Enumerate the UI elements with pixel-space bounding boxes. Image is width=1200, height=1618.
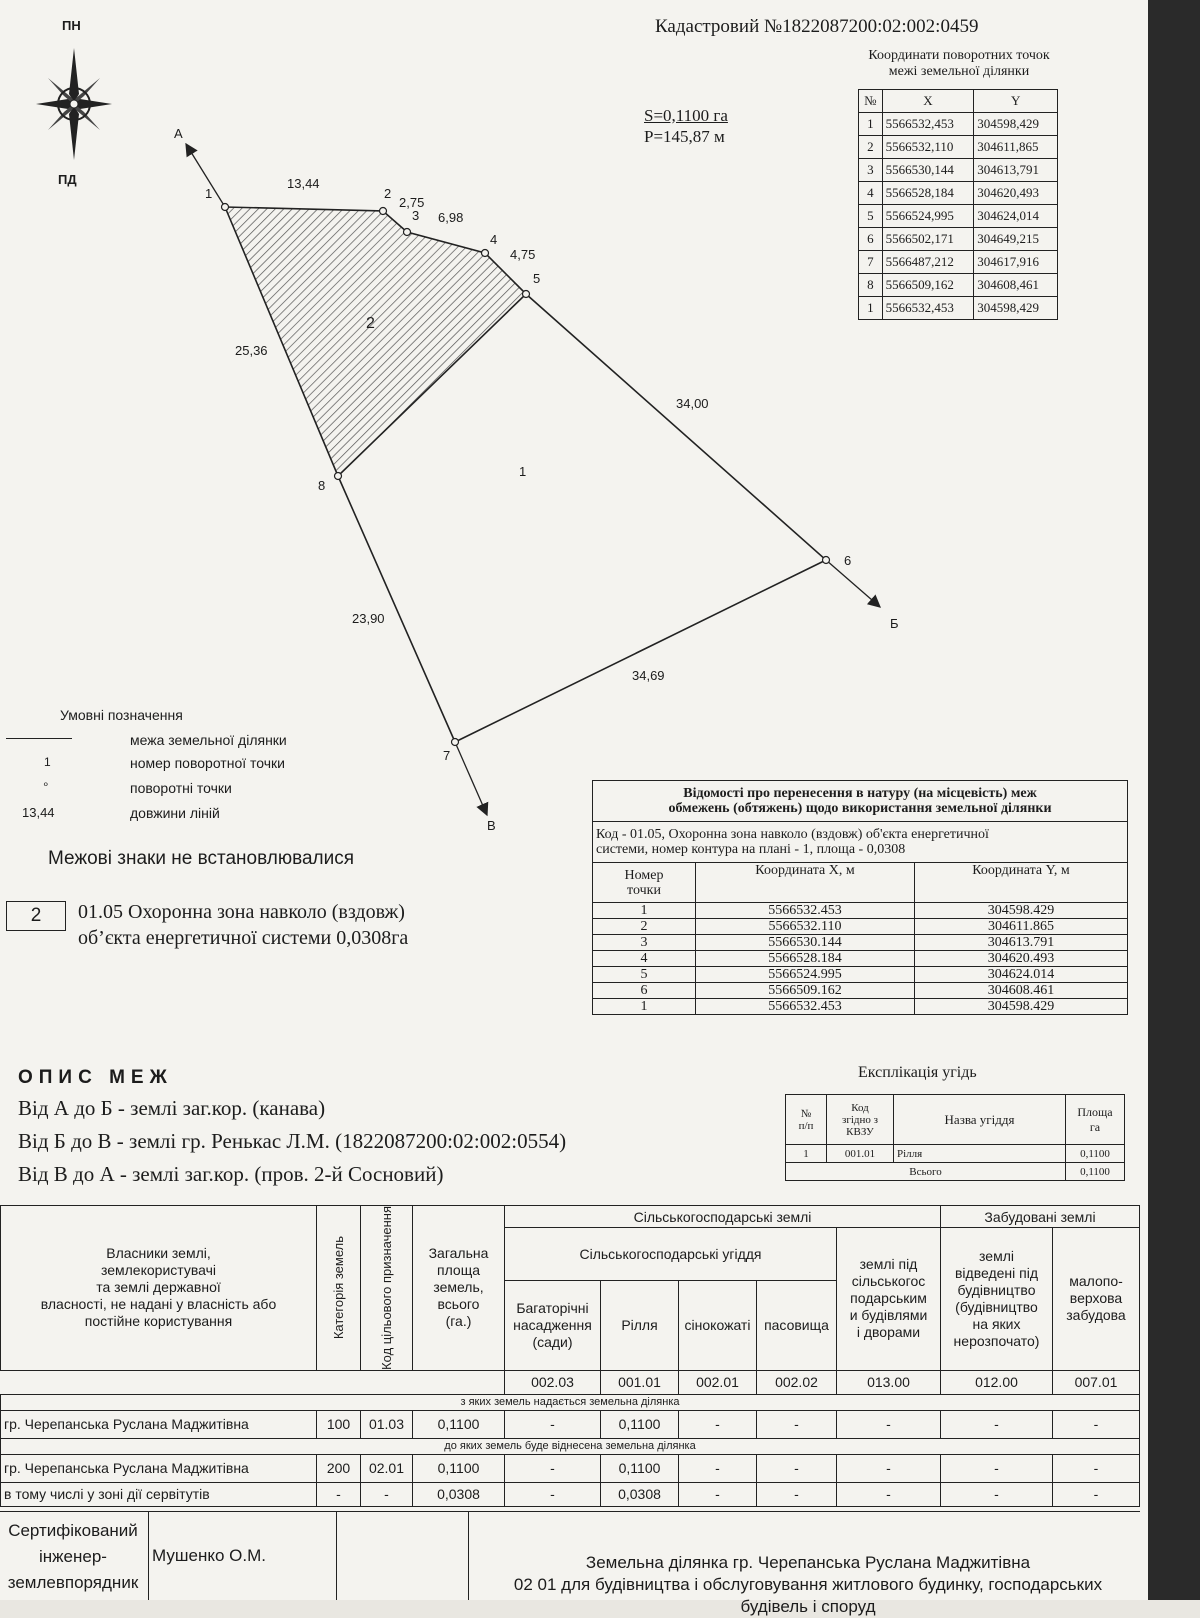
cell-farm-buildings: - — [837, 1454, 941, 1482]
header-perennial-line2: насадження — [513, 1316, 592, 1333]
cell-pastures: - — [757, 1482, 837, 1506]
coord-cell-y: 304649,215 — [974, 228, 1058, 251]
legend-symbol-number: 1 — [44, 755, 51, 769]
land-code-cell: 002.02 — [757, 1370, 837, 1394]
cell-pastures: - — [757, 1454, 837, 1482]
zone-description-line1: 01.05 Охоронна зона навколо (вздовж) — [78, 901, 405, 923]
encumbrance-cell-point: 4 — [593, 951, 696, 967]
length-8-1: 25,36 — [235, 343, 268, 358]
land-code-cell: 002.01 — [679, 1370, 757, 1394]
explication-header-num — [786, 1095, 827, 1145]
explication-row-name: Рілля — [894, 1145, 1066, 1163]
header-farm-line1: землі під — [859, 1256, 918, 1273]
engineer-role-line2: інженер- — [39, 1547, 107, 1566]
footer-title-line2: 02 01 для будівництва і обслуговування житлового будинку, господарських — [513, 1575, 1103, 1594]
header-allotted-line3: будівництво — [957, 1281, 1036, 1298]
legend-symbol-length: 13,44 — [22, 805, 55, 820]
coord-cell-x: 5566502,171 — [882, 228, 974, 251]
perimeter-value: P=145,87 м — [644, 127, 725, 146]
point-label-8: 8 — [318, 478, 326, 493]
header-total-line5: (га.) — [445, 1313, 472, 1330]
encumbrance-header-point-line2: точки — [627, 882, 661, 898]
coord-header-num: № — [859, 90, 883, 113]
encumbrance-cell-y: 304624.014 — [915, 967, 1128, 983]
cell-category: 100 — [317, 1410, 361, 1438]
cell-farm-buildings: - — [837, 1482, 941, 1506]
coord-cell-x: 5566532,453 — [882, 113, 974, 136]
header-total-area — [413, 1206, 505, 1371]
coord-cell-x: 5566487,212 — [882, 251, 974, 274]
coord-cell-num: 7 — [859, 251, 883, 274]
header-arable: Рілля — [601, 1280, 679, 1370]
engineer-role — [0, 1518, 146, 1596]
encumbrance-header-y: Координата Y, м — [915, 863, 1128, 903]
land-code-cell: 002.03 — [505, 1370, 601, 1394]
point-label-7: 7 — [443, 748, 451, 763]
header-low-rise — [1053, 1228, 1140, 1371]
encumbrance-row — [593, 983, 1128, 999]
footer-divider-1 — [148, 1511, 149, 1600]
codes-row-spacer — [1, 1370, 505, 1394]
header-total-line2: площа — [437, 1262, 480, 1279]
point-label-2: 2 — [384, 186, 392, 201]
encumbrance-title-line1: Відомості про перенесення в натуру (на місцевість) меж — [683, 786, 1037, 801]
cell-owner: в тому числі у зоні дії сервітутів — [1, 1482, 317, 1506]
explication-header-area-line2: га — [1089, 1119, 1101, 1134]
vertex-2 — [380, 208, 387, 215]
coord-cell-y: 304598,429 — [974, 297, 1058, 320]
encumbrance-row — [593, 951, 1128, 967]
coord-cell-x: 5566532,453 — [882, 297, 974, 320]
encumbrance-cell-y: 304620.493 — [915, 951, 1128, 967]
header-farm-buildings — [837, 1228, 941, 1371]
encumbrance-code-line2: системи, номер контура на плані - 1, площа - 0,0308 — [596, 842, 906, 857]
encumbrance-cell-point: 5 — [593, 967, 696, 983]
header-total-line1: Загальна — [428, 1245, 489, 1262]
encumbrance-cell-x: 5566532.110 — [696, 919, 915, 935]
boundary-description-line-v-a: Від В до А - землі заг.кор. (пров. 2-й Сосновий) — [18, 1162, 444, 1186]
boundary-signs-note: Межові знаки не встановлювалися — [48, 848, 355, 869]
coord-cell-num: 8 — [859, 274, 883, 297]
cell-category: - — [317, 1482, 361, 1506]
encumbrance-cell-y: 304611.865 — [915, 919, 1128, 935]
legend-item-number: номер поворотної точки — [130, 755, 285, 771]
coord-header-x: X — [882, 90, 974, 113]
cell-perennial: - — [505, 1410, 601, 1438]
encumbrance-cell-y: 304608.461 — [915, 983, 1128, 999]
cell-total-area: 0,0308 — [413, 1482, 505, 1506]
explication-title: Експлікація угідь — [858, 1064, 977, 1081]
header-allotted-line5: на яких — [972, 1315, 1021, 1332]
land-code-cell: 001.01 — [601, 1370, 679, 1394]
coord-cell-x: 5566509,162 — [882, 274, 974, 297]
coord-cell-num: 4 — [859, 182, 883, 205]
cell-low-rise: - — [1053, 1454, 1140, 1482]
length-2-3: 2,75 — [399, 195, 425, 210]
header-total-line3: земель, — [433, 1279, 484, 1296]
cell-hayfields: - — [679, 1410, 757, 1438]
encumbrance-cell-x: 5566524.995 — [696, 967, 915, 983]
cell-purpose-code: 02.01 — [361, 1454, 413, 1482]
footer-divider-3 — [468, 1511, 469, 1600]
cell-perennial: - — [505, 1482, 601, 1506]
footer-title — [478, 1552, 1138, 1618]
engineer-role-line1: Сертифікований — [8, 1521, 138, 1540]
boundary-description-title: ОПИС МЕЖ — [18, 1067, 173, 1088]
encumbrance-cell-point: 3 — [593, 935, 696, 951]
zone-number-box: 2 — [6, 901, 66, 931]
encumbrance-cell-x: 5566532.453 — [696, 999, 915, 1015]
header-owners-line4: власності, не надані у власність або — [40, 1296, 277, 1313]
boundary-description — [18, 1092, 566, 1191]
explication-header-num-line2: п/п — [798, 1119, 814, 1132]
point-label-3: 3 — [412, 208, 420, 223]
boundary-description-line-a-b: Від А до Б - землі заг.кор. (канава) — [18, 1096, 326, 1120]
vertex-3 — [404, 229, 411, 236]
cell-pastures: - — [757, 1410, 837, 1438]
length-3-4: 6,98 — [438, 210, 464, 225]
engineer-role-line3: землевпорядник — [7, 1573, 139, 1592]
cadastral-number: Кадастровий №1822087200:02:002:0459 — [655, 16, 979, 37]
header-lowrise-line3: забудова — [1066, 1307, 1126, 1324]
land-codes-row — [1, 1370, 1140, 1394]
coord-cell-x: 5566530,144 — [882, 159, 974, 182]
encumbrance-cell-point: 1 — [593, 999, 696, 1015]
explication-total-value: 0,1100 — [1066, 1163, 1125, 1181]
land-code-cell: 013.00 — [837, 1370, 941, 1394]
explication-header-code-line2: згідно з — [842, 1113, 878, 1126]
legend-item-boundary: межа земельної ділянки — [130, 732, 287, 748]
encumbrance-cell-point: 2 — [593, 919, 696, 935]
engineer-name: Мушенко О.М. — [152, 1546, 266, 1565]
cell-hayfields: - — [679, 1454, 757, 1482]
land-code-cell: 007.01 — [1053, 1370, 1140, 1394]
arrow-to-v — [455, 742, 487, 815]
zone-description — [78, 899, 408, 951]
point-label-1: 1 — [205, 186, 213, 201]
vertex-6 — [823, 557, 830, 564]
cell-purpose-code: 01.03 — [361, 1410, 413, 1438]
coord-cell-num: 3 — [859, 159, 883, 182]
header-agricultural-land: Сільськогосподарські землі — [505, 1206, 941, 1228]
explication-total-label: Всього — [786, 1163, 1066, 1181]
arrow-to-b — [826, 560, 880, 607]
legend-symbol-point: ∘ — [42, 777, 50, 791]
cell-arable: 0,1100 — [601, 1410, 679, 1438]
point-label-5: 5 — [533, 271, 541, 286]
cell-allotted: - — [941, 1482, 1053, 1506]
separator-source-land: з яких земель надається земельна ділянка — [1, 1394, 1140, 1410]
cell-perennial: - — [505, 1454, 601, 1482]
encumbrance-row — [593, 967, 1128, 983]
explication-header-area-line1: Площа — [1077, 1104, 1113, 1119]
coord-cell-y: 304617,916 — [974, 251, 1058, 274]
direction-letter-a: А — [174, 126, 183, 141]
encumbrance-transfer-table — [592, 780, 1128, 1015]
header-purpose-code-text: Код цільового призначення — [379, 1206, 394, 1370]
land-code-cell: 012.00 — [941, 1370, 1053, 1394]
encumbrance-title-line2: обмежень (обтяжень) щодо використання земельної ділянки — [668, 801, 1052, 816]
encumbrance-code-line1: Код - 01.05, Охоронна зона навколо (вздовж) об'єкта енергетичної — [596, 827, 989, 842]
legend-item-length: довжини ліній — [130, 805, 220, 821]
vertex-5 — [523, 291, 530, 298]
header-perennial — [505, 1280, 601, 1370]
zone-description-line2: об’єкта енергетичної системи 0,0308га — [78, 927, 409, 949]
land-balance-row — [1, 1482, 1140, 1506]
encumbrance-cell-point: 1 — [593, 903, 696, 919]
land-balance-row — [1, 1454, 1140, 1482]
header-farm-line5: і дворами — [856, 1324, 921, 1341]
point-label-6: 6 — [844, 553, 852, 568]
cell-owner: гр. Черепанська Руслана Маджитівна — [1, 1454, 317, 1482]
encumbrance-cell-x: 5566532.453 — [696, 903, 915, 919]
header-lowrise-line1: малопо- — [1069, 1273, 1123, 1290]
coordinates-title-line1: Координати поворотних точок — [868, 48, 1050, 63]
explication-row-num: 1 — [786, 1145, 827, 1163]
encumbrance-cell-y: 304598.429 — [915, 903, 1128, 919]
length-5-6: 34,00 — [676, 396, 709, 411]
encumbrance-table-title — [593, 781, 1128, 822]
header-allotted-line4: (будівництво — [955, 1298, 1038, 1315]
header-owners-line3: та землі державної — [96, 1279, 221, 1296]
explication-row-code: 001.01 — [827, 1145, 894, 1163]
header-allotted-line6: нерозпочато) — [953, 1332, 1040, 1349]
encumbrance-cell-y: 304598.429 — [915, 999, 1128, 1015]
cell-low-rise: - — [1053, 1410, 1140, 1438]
legend-item-point: поворотні точки — [130, 780, 232, 796]
cell-allotted: - — [941, 1454, 1053, 1482]
header-allotted-line1: землі — [979, 1247, 1014, 1264]
encumbrance-header-point — [593, 863, 696, 903]
land-balance-table — [0, 1205, 1140, 1507]
header-pastures: пасовища — [757, 1280, 837, 1370]
vertex-7 — [452, 739, 459, 746]
explication-row-area: 0,1100 — [1066, 1145, 1125, 1163]
cell-purpose-code: - — [361, 1482, 413, 1506]
coord-header-y: Y — [974, 90, 1058, 113]
separator-target-land: до яких земель буде віднесена земельна ділянка — [1, 1438, 1140, 1454]
encumbrance-row — [593, 903, 1128, 919]
land-balance-row — [1, 1410, 1140, 1438]
coord-cell-y: 304608,461 — [974, 274, 1058, 297]
compass-south-label: ПД — [58, 172, 77, 187]
header-perennial-line3: (сади) — [532, 1333, 573, 1350]
header-owners-line1: Власники землі, — [106, 1245, 211, 1262]
header-built-land: Забудовані землі — [941, 1206, 1140, 1228]
footer-title-line1: Земельна ділянка гр. Черепанська Руслана Маджитівна — [585, 1553, 1031, 1572]
header-perennial-line1: Багаторічні — [516, 1299, 589, 1316]
compass-north-label: ПН — [62, 18, 81, 33]
vertex-8 — [335, 473, 342, 480]
footer-title-line3: будівель і споруд — [740, 1597, 876, 1616]
header-owners-line2: землекористувачі — [100, 1262, 217, 1279]
cell-total-area: 0,1100 — [413, 1410, 505, 1438]
contour-2-label: 2 — [366, 315, 375, 332]
coord-cell-num: 1 — [859, 297, 883, 320]
coord-cell-y: 304613,791 — [974, 159, 1058, 182]
cell-arable: 0,0308 — [601, 1482, 679, 1506]
direction-letter-b: Б — [890, 616, 899, 631]
header-allotted-construction — [941, 1228, 1053, 1371]
vertex-4 — [482, 250, 489, 257]
cell-category: 200 — [317, 1454, 361, 1482]
header-category-text: Категорія земель — [331, 1236, 346, 1340]
header-total-line4: всього — [437, 1296, 480, 1313]
cell-total-area: 0,1100 — [413, 1454, 505, 1482]
header-lowrise-line2: верхова — [1069, 1290, 1123, 1307]
encumbrance-row — [593, 919, 1128, 935]
encumbrance-row — [593, 935, 1128, 951]
coord-cell-num: 6 — [859, 228, 883, 251]
explication-header-code-line1: Код — [851, 1101, 869, 1114]
explication-header-code — [827, 1095, 894, 1145]
encumbrance-code-cell — [593, 822, 1128, 863]
header-agricultural-areas: Сільськогосподарські угіддя — [505, 1228, 837, 1281]
length-7-8: 23,90 — [352, 611, 385, 626]
header-category — [317, 1206, 361, 1371]
encumbrance-row — [593, 999, 1128, 1015]
encumbrance-cell-x: 5566530.144 — [696, 935, 915, 951]
header-owners — [1, 1206, 317, 1371]
explication-header-code-line3: КВЗУ — [846, 1125, 874, 1138]
coord-cell-y: 304611,865 — [974, 136, 1058, 159]
header-owners-line5: постійне користування — [84, 1313, 233, 1330]
coord-cell-num: 2 — [859, 136, 883, 159]
footer-divider-2 — [336, 1511, 337, 1600]
area-value: S=0,1100 га — [644, 106, 728, 125]
cell-allotted: - — [941, 1410, 1053, 1438]
length-4-5: 4,75 — [510, 247, 536, 262]
header-farm-line3: подарським — [850, 1290, 927, 1307]
zone-2-hatched-area — [225, 207, 526, 476]
boundary-description-line-b-v: Від Б до В - землі гр. Ренькас Л.М. (1822087200:02:002:0554) — [18, 1129, 567, 1153]
legend-boundary-line — [6, 738, 72, 739]
encumbrance-cell-y: 304613.791 — [915, 935, 1128, 951]
point-label-4: 4 — [490, 232, 498, 247]
cell-arable: 0,1100 — [601, 1454, 679, 1482]
contour-1-label: 1 — [519, 464, 527, 479]
encumbrance-header-x: Координата X, м — [696, 863, 915, 903]
cell-hayfields: - — [679, 1482, 757, 1506]
coordinates-title-line2: межі земельної ділянки — [888, 64, 1030, 79]
coord-cell-num: 1 — [859, 113, 883, 136]
length-1-2: 13,44 — [287, 176, 320, 191]
explication-header-area — [1066, 1095, 1125, 1145]
explication-header-num-line1: № — [800, 1107, 812, 1120]
coord-cell-x: 5566528,184 — [882, 182, 974, 205]
header-hayfields: сінокожаті — [679, 1280, 757, 1370]
explication-header-name: Назва угіддя — [894, 1095, 1066, 1145]
coord-cell-x: 5566524,995 — [882, 205, 974, 228]
header-allotted-line2: відведені під — [954, 1264, 1039, 1281]
header-purpose-code — [361, 1206, 413, 1371]
header-farm-line2: сільськогос — [851, 1273, 926, 1290]
header-farm-line4: и будівлями — [849, 1307, 928, 1324]
coord-cell-num: 5 — [859, 205, 883, 228]
cell-farm-buildings: - — [837, 1410, 941, 1438]
cell-owner: гр. Черепанська Руслана Маджитівна — [1, 1410, 317, 1438]
vertex-1 — [222, 204, 229, 211]
coord-cell-y: 304620,493 — [974, 182, 1058, 205]
coord-cell-y: 304598,429 — [974, 113, 1058, 136]
encumbrance-cell-x: 5566509.162 — [696, 983, 915, 999]
encumbrance-cell-point: 6 — [593, 983, 696, 999]
direction-letter-v: В — [487, 818, 496, 833]
explication-table — [785, 1094, 1125, 1181]
encumbrance-header-point-line1: Номер — [624, 867, 664, 883]
coord-cell-y: 304624,014 — [974, 205, 1058, 228]
encumbrance-cell-x: 5566528.184 — [696, 951, 915, 967]
legend-title: Умовні позначення — [60, 707, 183, 723]
coord-cell-x: 5566532,110 — [882, 136, 974, 159]
cell-low-rise: - — [1053, 1482, 1140, 1506]
length-6-7: 34,69 — [632, 668, 665, 683]
page-edge — [1148, 0, 1200, 1600]
